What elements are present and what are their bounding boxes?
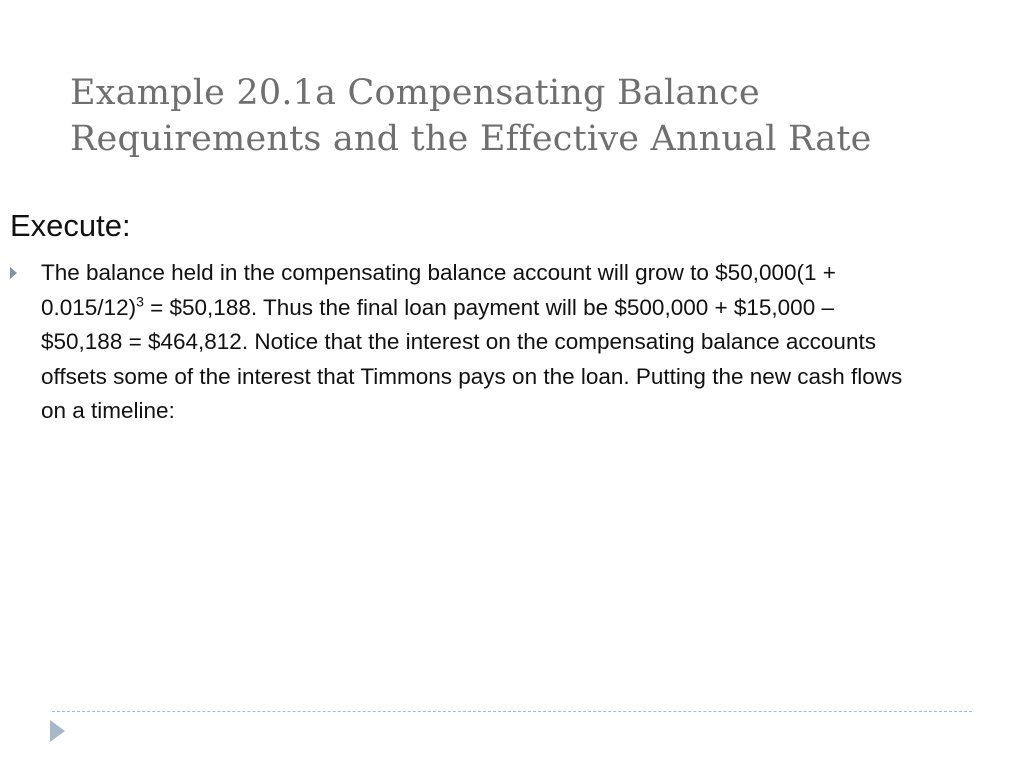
triangle-bullet-icon [10, 267, 17, 279]
slide-title: Example 20.1a Compensating Balance Requirements and the Effective Annual Rate [70, 73, 872, 159]
bullet-text-part-1: The balance held in the compensating balance account will grow to $50,000(1 + 0.015/12) [41, 260, 836, 320]
exponent: 3 [136, 293, 144, 309]
footer-divider [52, 711, 972, 712]
section-heading: Execute: [10, 208, 131, 243]
bullet-text [41, 256, 921, 429]
next-slide-arrow-icon[interactable] [50, 720, 65, 742]
bullet-text-part-2: = $50,188. Thus the final loan payment will be $500,000 + $15,000 – $50,188 = $464,812. Notice that the interest on the compensating balance accounts offsets some of the interest that Timmons pays on the loan. Putting the new cash flows on a timeline: [41, 294, 903, 423]
